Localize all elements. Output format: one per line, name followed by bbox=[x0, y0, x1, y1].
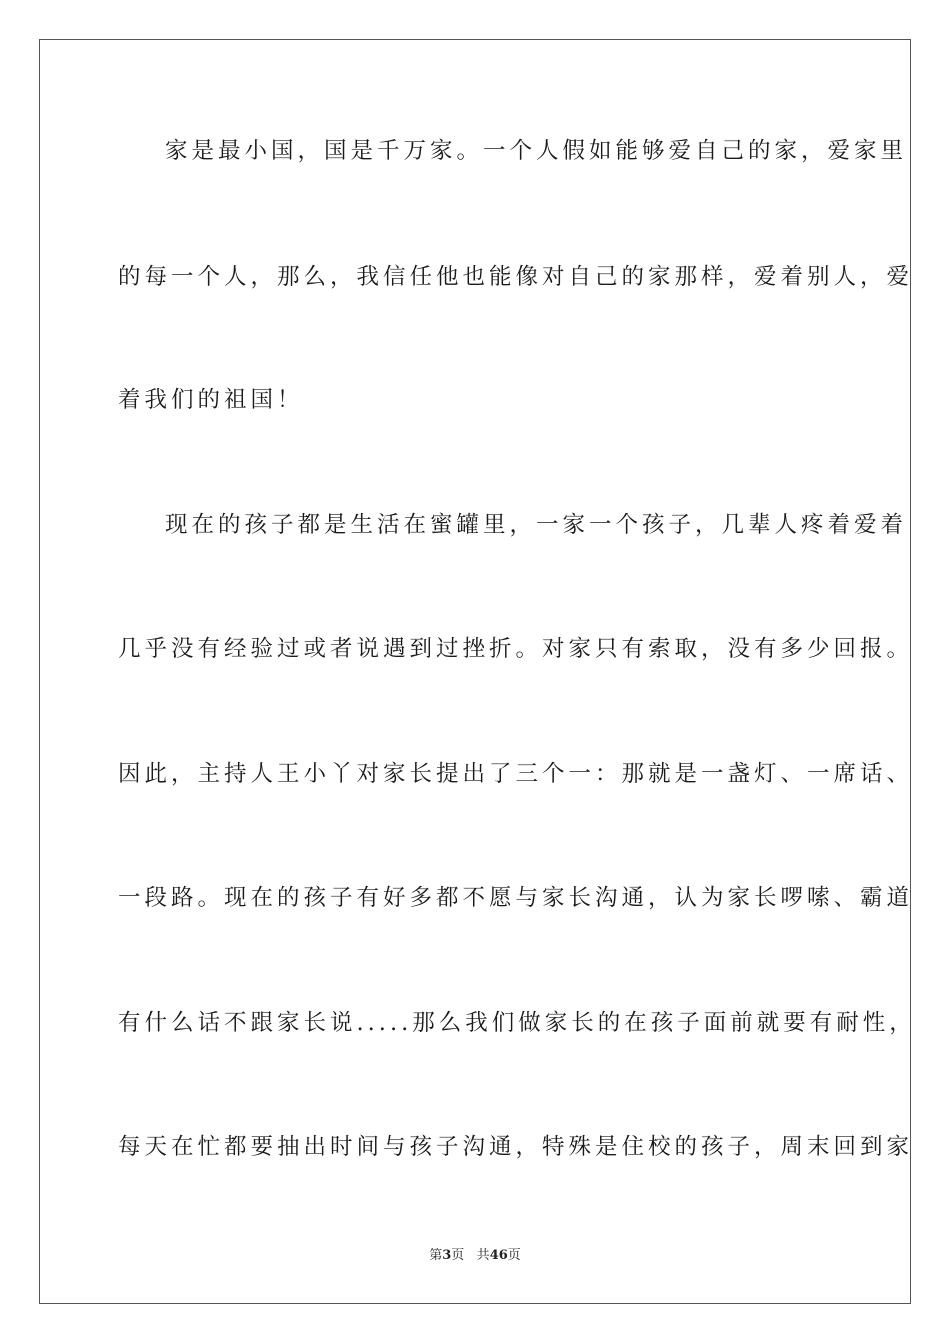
page-prefix: 第 bbox=[429, 1248, 443, 1263]
text-line-1: 家是最小国，国是千万家。一个人假如能够爱自己的家，爱家里 bbox=[165, 138, 908, 164]
text-line-8: 有什么话不跟家长说.....那么我们做家长的在孩子面前就要有耐性， bbox=[118, 1010, 916, 1036]
text-line-7: 一段路。现在的孩子有好多都不愿与家长沟通，认为家长啰嗦、霸道 bbox=[118, 885, 914, 911]
total-suffix: 页 bbox=[507, 1248, 521, 1263]
text-line-4: 现在的孩子都是生活在蜜罐里，一家一个孩子，几辈人疼着爱着 bbox=[165, 512, 908, 538]
page-footer bbox=[0, 1247, 950, 1265]
page-number: 3 bbox=[442, 1248, 452, 1263]
text-line-6: 因此，主持人王小丫对家长提出了三个一：那就是一盏灯、一席话、 bbox=[118, 761, 914, 787]
total-prefix: 共 bbox=[476, 1248, 490, 1263]
page-border bbox=[39, 39, 916, 1304]
text-line-9: 每天在忙都要抽出时间与孩子沟通，特殊是住校的孩子，周末回到家 bbox=[118, 1134, 914, 1160]
text-line-5: 几乎没有经验过或者说遇到过挫折。对家只有索取，没有多少回报。 bbox=[118, 636, 914, 662]
total-pages: 46 bbox=[489, 1248, 508, 1263]
text-line-2: 的每一个人，那么，我信任他也能像对自己的家那样，爱着别人，爱 bbox=[118, 264, 914, 290]
text-line-3: 着我们的祖国！ bbox=[118, 387, 304, 413]
page-suffix: 页 bbox=[451, 1248, 465, 1263]
